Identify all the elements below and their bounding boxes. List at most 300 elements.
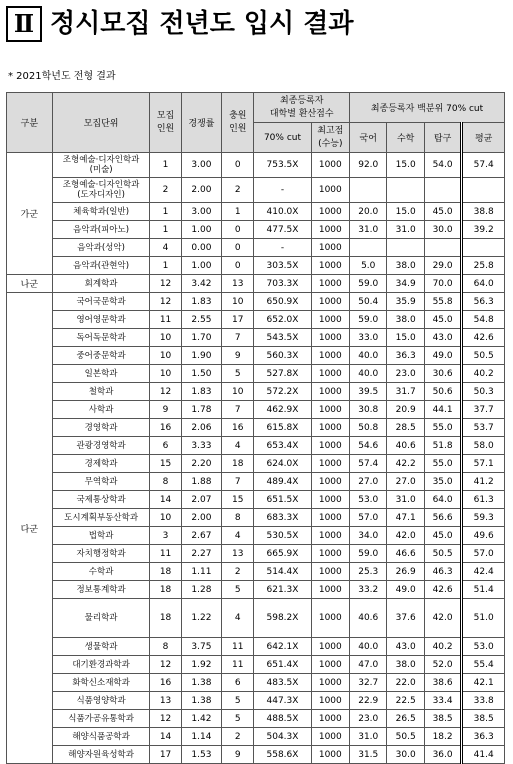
additional-cell: 16: [222, 419, 254, 437]
inquiry-cell: 18.2: [424, 728, 461, 746]
korean-cell: 53.0: [350, 491, 387, 509]
unit-name-line: 생물학과: [84, 641, 118, 652]
unit-name-line: 회계학과: [84, 278, 118, 289]
average-cell: 40.2: [462, 365, 505, 383]
competition-cell: 1.90: [181, 347, 222, 365]
section-numeral: Ⅱ: [6, 6, 42, 42]
competition-cell: 1.38: [181, 692, 222, 710]
table-row: [7, 178, 505, 203]
additional-cell: 1: [222, 203, 254, 221]
math-cell: 36.3: [387, 347, 424, 365]
inquiry-cell: 40.2: [424, 638, 461, 656]
unit-name-line: 음악과(관현악): [73, 260, 130, 271]
unit-name-line: 조형예술·디자인학과: [62, 155, 140, 165]
average-cell: 33.8: [462, 692, 505, 710]
korean-cell: 31.0: [350, 221, 387, 239]
max-cell: 1000: [311, 599, 349, 638]
unit-cell: [52, 746, 150, 764]
cut70-cell: 514.4X: [254, 563, 311, 581]
unit-cell: [52, 419, 150, 437]
max-cell: 1000: [311, 203, 349, 221]
competition-cell: 1.83: [181, 383, 222, 401]
table-row: [7, 419, 505, 437]
unit-name-line: (미술): [89, 165, 113, 175]
unit-name-line: 음악과(피아노): [73, 224, 130, 235]
max-cell: 1000: [311, 401, 349, 419]
competition-cell: 2.67: [181, 527, 222, 545]
cut70-cell: 703.3X: [254, 275, 311, 293]
unit-cell: [52, 638, 150, 656]
korean-cell: 34.0: [350, 527, 387, 545]
competition-cell: 3.42: [181, 275, 222, 293]
math-cell: 31.0: [387, 221, 424, 239]
additional-cell: 0: [222, 257, 254, 275]
competition-cell: 1.11: [181, 563, 222, 581]
table-row: [7, 221, 505, 239]
average-cell: 38.8: [462, 203, 505, 221]
additional-cell: 9: [222, 347, 254, 365]
max-cell: 1000: [311, 153, 349, 178]
korean-cell: 33.2: [350, 581, 387, 599]
math-cell: 26.9: [387, 563, 424, 581]
max-cell: 1000: [311, 710, 349, 728]
additional-cell: 13: [222, 545, 254, 563]
inquiry-cell: 38.5: [424, 710, 461, 728]
competition-cell: 3.00: [181, 153, 222, 178]
header-average: 평균: [462, 123, 505, 153]
korean-cell: 59.0: [350, 275, 387, 293]
average-cell: 58.0: [462, 437, 505, 455]
quota-cell: 14: [150, 728, 181, 746]
average-cell: 42.4: [462, 563, 505, 581]
page-title: 정시모집 전년도 입시 결과: [50, 9, 354, 39]
quota-cell: 18: [150, 599, 181, 638]
unit-cell: [52, 527, 150, 545]
additional-cell: 5: [222, 581, 254, 599]
unit-cell: [52, 365, 150, 383]
quota-cell: 15: [150, 455, 181, 473]
cut70-cell: 642.1X: [254, 638, 311, 656]
korean-cell: 20.0: [350, 203, 387, 221]
group-cell: 다군: [7, 293, 53, 764]
max-cell: 1000: [311, 692, 349, 710]
math-cell: 30.0: [387, 746, 424, 764]
cut70-cell: 560.3X: [254, 347, 311, 365]
korean-cell: 33.0: [350, 329, 387, 347]
cut70-cell: 543.5X: [254, 329, 311, 347]
cut70-cell: 621.3X: [254, 581, 311, 599]
average-cell: 61.3: [462, 491, 505, 509]
additional-cell: 8: [222, 509, 254, 527]
header-final-score: 최종등록자 대학별 환산점수: [254, 93, 350, 123]
korean-cell: 40.6: [350, 599, 387, 638]
table-row: [7, 437, 505, 455]
unit-cell: [52, 178, 150, 203]
unit-name-line: 관광경영학과: [76, 440, 126, 451]
quota-cell: 10: [150, 329, 181, 347]
competition-cell: 1.00: [181, 257, 222, 275]
korean-cell: 27.0: [350, 473, 387, 491]
table-row: [7, 638, 505, 656]
inquiry-cell: 42.0: [424, 599, 461, 638]
quota-cell: 14: [150, 491, 181, 509]
unit-name-line: 식품가공유통학과: [68, 713, 134, 724]
header-inquiry: 탐구: [424, 123, 461, 153]
quota-cell: 12: [150, 710, 181, 728]
competition-cell: 0.00: [181, 239, 222, 257]
unit-name-line: (도자디자인): [77, 190, 125, 200]
additional-cell: 2: [222, 563, 254, 581]
max-cell: 1000: [311, 275, 349, 293]
table-row: [7, 710, 505, 728]
inquiry-cell: 45.0: [424, 203, 461, 221]
average-cell: 53.0: [462, 638, 505, 656]
math-cell: 35.9: [387, 293, 424, 311]
competition-cell: 1.42: [181, 710, 222, 728]
table-row: [7, 311, 505, 329]
korean-cell: 40.0: [350, 347, 387, 365]
math-cell: 42.2: [387, 455, 424, 473]
korean-cell: [350, 239, 387, 257]
unit-cell: [52, 509, 150, 527]
inquiry-cell: 44.1: [424, 401, 461, 419]
average-cell: 41.2: [462, 473, 505, 491]
competition-cell: 3.33: [181, 437, 222, 455]
max-cell: 1000: [311, 365, 349, 383]
additional-cell: 7: [222, 473, 254, 491]
math-cell: 49.0: [387, 581, 424, 599]
quota-cell: 18: [150, 581, 181, 599]
quota-cell: 11: [150, 311, 181, 329]
inquiry-cell: 50.6: [424, 383, 461, 401]
max-cell: 1000: [311, 311, 349, 329]
max-cell: 1000: [311, 383, 349, 401]
header-competition: 경쟁률: [181, 93, 222, 153]
unit-name-line: 도시계획부동산학과: [64, 512, 139, 523]
unit-cell: [52, 401, 150, 419]
inquiry-cell: 35.0: [424, 473, 461, 491]
cut70-cell: 530.5X: [254, 527, 311, 545]
math-cell: 31.7: [387, 383, 424, 401]
korean-cell: 40.0: [350, 638, 387, 656]
additional-cell: 10: [222, 293, 254, 311]
group-cell: 나군: [7, 275, 53, 293]
header-cut70: 70% cut: [254, 123, 311, 153]
average-cell: 50.3: [462, 383, 505, 401]
table-row: [7, 674, 505, 692]
korean-cell: 57.0: [350, 509, 387, 527]
cut70-cell: 558.6X: [254, 746, 311, 764]
table-row: [7, 728, 505, 746]
max-cell: 1000: [311, 239, 349, 257]
math-cell: 15.0: [387, 153, 424, 178]
inquiry-cell: 30.0: [424, 221, 461, 239]
cut70-cell: 652.0X: [254, 311, 311, 329]
unit-cell: [52, 491, 150, 509]
average-cell: 36.3: [462, 728, 505, 746]
math-cell: [387, 178, 424, 203]
max-cell: 1000: [311, 455, 349, 473]
competition-cell: 2.55: [181, 311, 222, 329]
table-row: [7, 473, 505, 491]
quota-cell: 12: [150, 293, 181, 311]
max-cell: 1000: [311, 527, 349, 545]
quota-cell: 8: [150, 473, 181, 491]
quota-cell: 1: [150, 153, 181, 178]
header-additional: 충원 인원: [222, 93, 254, 153]
max-cell: 1000: [311, 347, 349, 365]
inquiry-cell: 38.6: [424, 674, 461, 692]
additional-cell: 15: [222, 491, 254, 509]
competition-cell: 1.53: [181, 746, 222, 764]
additional-cell: 17: [222, 311, 254, 329]
unit-name-line: 사학과: [88, 404, 114, 415]
quota-cell: 16: [150, 674, 181, 692]
inquiry-cell: 56.6: [424, 509, 461, 527]
unit-cell: [52, 728, 150, 746]
table-body: [7, 153, 505, 764]
competition-cell: 1.38: [181, 674, 222, 692]
competition-cell: 1.50: [181, 365, 222, 383]
korean-cell: 47.0: [350, 656, 387, 674]
max-cell: 1000: [311, 257, 349, 275]
quota-cell: 1: [150, 203, 181, 221]
unit-name-line: 경영학과: [84, 422, 118, 433]
quota-cell: 9: [150, 401, 181, 419]
additional-cell: 0: [222, 221, 254, 239]
cut70-cell: 572.2X: [254, 383, 311, 401]
max-cell: 1000: [311, 581, 349, 599]
inquiry-cell: 55.0: [424, 419, 461, 437]
cut70-cell: 683.3X: [254, 509, 311, 527]
table-row: [7, 563, 505, 581]
unit-name-line: 영어영문학과: [76, 314, 126, 325]
cut70-cell: 489.4X: [254, 473, 311, 491]
additional-cell: 2: [222, 178, 254, 203]
cut70-cell: 653.4X: [254, 437, 311, 455]
additional-cell: 11: [222, 656, 254, 674]
cut70-cell: -: [254, 178, 311, 203]
table-row: [7, 329, 505, 347]
quota-cell: 18: [150, 563, 181, 581]
competition-cell: 1.83: [181, 293, 222, 311]
unit-name-line: 해양식품공학과: [72, 731, 130, 742]
average-cell: 57.1: [462, 455, 505, 473]
unit-name-line: 조형예술·디자인학과: [62, 180, 140, 190]
unit-cell: [52, 599, 150, 638]
korean-cell: 25.3: [350, 563, 387, 581]
korean-cell: [350, 178, 387, 203]
competition-cell: 1.70: [181, 329, 222, 347]
inquiry-cell: 52.0: [424, 656, 461, 674]
max-cell: 1000: [311, 419, 349, 437]
math-cell: 15.0: [387, 329, 424, 347]
inquiry-cell: [424, 239, 461, 257]
math-cell: 37.6: [387, 599, 424, 638]
unit-name-line: 무역학과: [84, 476, 118, 487]
max-cell: 1000: [311, 491, 349, 509]
unit-name-line: 물리학과: [84, 613, 118, 623]
unit-name-line: 음악과(성악): [77, 242, 125, 253]
additional-cell: 9: [222, 746, 254, 764]
table-row: [7, 491, 505, 509]
average-cell: 41.4: [462, 746, 505, 764]
max-cell: 1000: [311, 656, 349, 674]
competition-cell: 1.28: [181, 581, 222, 599]
cut70-cell: 665.9X: [254, 545, 311, 563]
math-cell: 47.1: [387, 509, 424, 527]
average-cell: 56.3: [462, 293, 505, 311]
header-percentile: 최종등록자 백분위 70% cut: [350, 93, 505, 123]
additional-cell: 0: [222, 239, 254, 257]
max-cell: 1000: [311, 728, 349, 746]
average-cell: 49.6: [462, 527, 505, 545]
unit-name-line: 법학과: [88, 530, 114, 541]
average-cell: 55.4: [462, 656, 505, 674]
table-row: [7, 581, 505, 599]
cut70-cell: 651.5X: [254, 491, 311, 509]
unit-name-line: 경제학과: [84, 458, 118, 469]
korean-cell: 5.0: [350, 257, 387, 275]
average-cell: 51.4: [462, 581, 505, 599]
competition-cell: 1.00: [181, 221, 222, 239]
competition-cell: 2.06: [181, 419, 222, 437]
korean-cell: 59.0: [350, 311, 387, 329]
cut70-cell: 488.5X: [254, 710, 311, 728]
additional-cell: 5: [222, 692, 254, 710]
cut70-cell: 504.3X: [254, 728, 311, 746]
table-row: [7, 239, 505, 257]
additional-cell: 5: [222, 365, 254, 383]
table-row: [7, 509, 505, 527]
additional-cell: 6: [222, 674, 254, 692]
cut70-cell: 753.5X: [254, 153, 311, 178]
unit-name-line: 일본학과: [84, 368, 118, 379]
cut70-cell: -: [254, 239, 311, 257]
unit-cell: [52, 221, 150, 239]
cut70-cell: 447.3X: [254, 692, 311, 710]
unit-name-line: 화학신소재학과: [72, 677, 130, 688]
average-cell: 50.5: [462, 347, 505, 365]
korean-cell: 22.9: [350, 692, 387, 710]
additional-cell: 4: [222, 437, 254, 455]
korean-cell: 39.5: [350, 383, 387, 401]
unit-cell: [52, 239, 150, 257]
max-cell: 1000: [311, 437, 349, 455]
header-max: 최고점 (수능): [311, 123, 349, 153]
table-row: [7, 257, 505, 275]
table-row: [7, 746, 505, 764]
average-cell: 59.3: [462, 509, 505, 527]
additional-cell: 10: [222, 383, 254, 401]
unit-cell: [52, 275, 150, 293]
quota-cell: 17: [150, 746, 181, 764]
korean-cell: 50.8: [350, 419, 387, 437]
math-cell: 40.6: [387, 437, 424, 455]
competition-cell: 1.22: [181, 599, 222, 638]
inquiry-cell: 70.0: [424, 275, 461, 293]
cut70-cell: 650.9X: [254, 293, 311, 311]
inquiry-cell: 49.0: [424, 347, 461, 365]
average-cell: 53.7: [462, 419, 505, 437]
korean-cell: 31.5: [350, 746, 387, 764]
math-cell: 27.0: [387, 473, 424, 491]
table-row: [7, 527, 505, 545]
cut70-cell: 615.8X: [254, 419, 311, 437]
quota-cell: 10: [150, 509, 181, 527]
max-cell: 1000: [311, 221, 349, 239]
table-row: [7, 692, 505, 710]
header-unit: 모집단위: [52, 93, 150, 153]
inquiry-cell: 36.0: [424, 746, 461, 764]
unit-cell: [52, 293, 150, 311]
competition-cell: 2.07: [181, 491, 222, 509]
competition-cell: 1.78: [181, 401, 222, 419]
unit-cell: [52, 437, 150, 455]
unit-cell: [52, 473, 150, 491]
unit-cell: [52, 383, 150, 401]
math-cell: 34.9: [387, 275, 424, 293]
unit-cell: [52, 710, 150, 728]
competition-cell: 1.88: [181, 473, 222, 491]
average-cell: 51.0: [462, 599, 505, 638]
average-cell: [462, 239, 505, 257]
inquiry-cell: 43.0: [424, 329, 461, 347]
competition-cell: 2.00: [181, 509, 222, 527]
cut70-cell: 462.9X: [254, 401, 311, 419]
inquiry-cell: 42.6: [424, 581, 461, 599]
math-cell: 28.5: [387, 419, 424, 437]
cut70-cell: 527.8X: [254, 365, 311, 383]
max-cell: 1000: [311, 545, 349, 563]
max-cell: 1000: [311, 293, 349, 311]
math-cell: 20.9: [387, 401, 424, 419]
inquiry-cell: 29.0: [424, 257, 461, 275]
average-cell: 37.7: [462, 401, 505, 419]
unit-cell: [52, 311, 150, 329]
competition-cell: 3.00: [181, 203, 222, 221]
quota-cell: 8: [150, 638, 181, 656]
math-cell: 38.0: [387, 311, 424, 329]
unit-cell: [52, 203, 150, 221]
quota-cell: 10: [150, 365, 181, 383]
unit-cell: [52, 545, 150, 563]
inquiry-cell: 64.0: [424, 491, 461, 509]
korean-cell: 30.8: [350, 401, 387, 419]
math-cell: 31.0: [387, 491, 424, 509]
average-cell: 38.5: [462, 710, 505, 728]
average-cell: 39.2: [462, 221, 505, 239]
average-cell: 64.0: [462, 275, 505, 293]
quota-cell: 12: [150, 275, 181, 293]
max-cell: 1000: [311, 674, 349, 692]
unit-cell: [52, 329, 150, 347]
quota-cell: 16: [150, 419, 181, 437]
additional-cell: 13: [222, 275, 254, 293]
unit-name-line: 체육학과(일반): [73, 206, 130, 217]
math-cell: 50.5: [387, 728, 424, 746]
unit-name-line: 정보통계학과: [76, 584, 126, 595]
table-row: [7, 455, 505, 473]
quota-cell: 11: [150, 545, 181, 563]
table-row: [7, 545, 505, 563]
additional-cell: 5: [222, 710, 254, 728]
average-cell: 25.8: [462, 257, 505, 275]
table-row: [7, 401, 505, 419]
quota-cell: 12: [150, 383, 181, 401]
competition-cell: 3.75: [181, 638, 222, 656]
max-cell: 1000: [311, 638, 349, 656]
